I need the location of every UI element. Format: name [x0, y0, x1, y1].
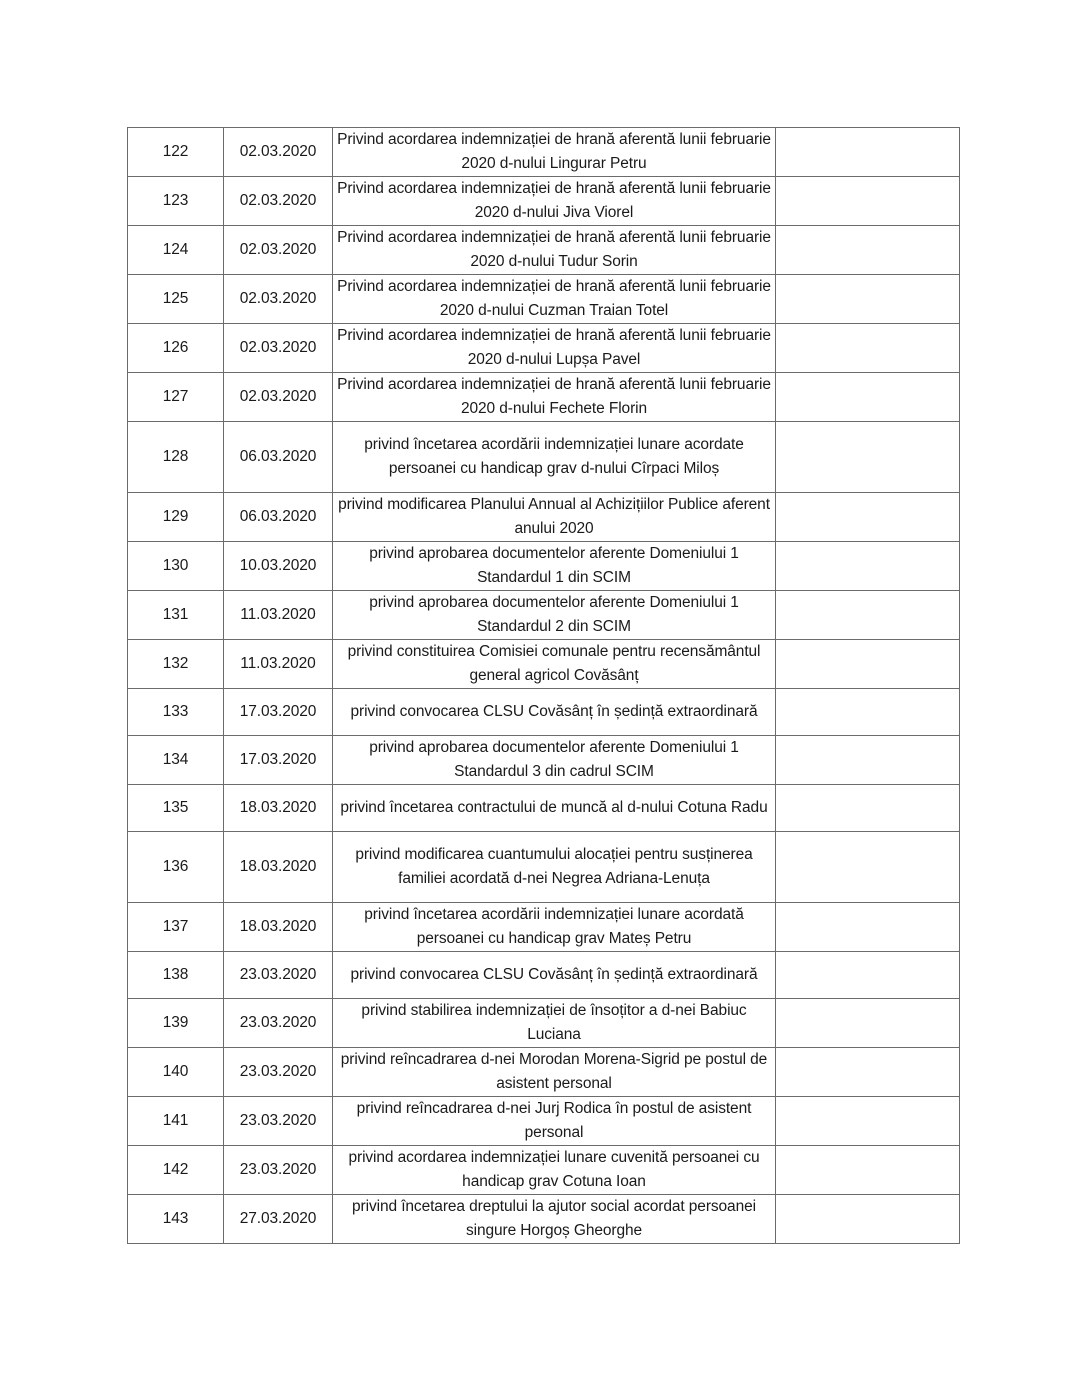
decision-observations — [776, 275, 960, 324]
table-row — [128, 542, 960, 591]
decision-observations — [776, 1195, 960, 1244]
decision-date: 18.03.2020 — [224, 903, 333, 952]
decision-number: 126 — [128, 324, 224, 373]
decision-date: 02.03.2020 — [224, 324, 333, 373]
decision-number: 132 — [128, 640, 224, 689]
table-row — [128, 1097, 960, 1146]
decision-observations — [776, 640, 960, 689]
decision-observations — [776, 952, 960, 999]
decision-observations — [776, 785, 960, 832]
decision-number: 136 — [128, 832, 224, 903]
table-row — [128, 1146, 960, 1195]
decision-number: 133 — [128, 689, 224, 736]
decision-observations — [776, 689, 960, 736]
decision-date: 02.03.2020 — [224, 275, 333, 324]
decision-number: 143 — [128, 1195, 224, 1244]
decision-observations — [776, 1146, 960, 1195]
decision-description: privind încetarea acordării indemnizației lunare acordată persoanei cu handicap grav Mateș Petru — [333, 903, 776, 952]
table-row — [128, 952, 960, 999]
decision-description: privind aprobarea documentelor aferente Domeniului 1 Standardul 1 din SCIM — [333, 542, 776, 591]
decision-number: 122 — [128, 128, 224, 177]
decision-date: 02.03.2020 — [224, 128, 333, 177]
decision-description: privind convocarea CLSU Covăsânț în ședință extraordinară — [333, 952, 776, 999]
table-body — [128, 128, 960, 1244]
decision-date: 02.03.2020 — [224, 226, 333, 275]
decision-number: 123 — [128, 177, 224, 226]
decision-observations — [776, 999, 960, 1048]
table-row — [128, 177, 960, 226]
decision-number: 131 — [128, 591, 224, 640]
table-row — [128, 1195, 960, 1244]
decision-number: 127 — [128, 373, 224, 422]
decision-date: 02.03.2020 — [224, 373, 333, 422]
decision-observations — [776, 128, 960, 177]
decision-number: 125 — [128, 275, 224, 324]
decision-description: privind acordarea indemnizației lunare cuvenită persoanei cu handicap grav Cotuna Ioan — [333, 1146, 776, 1195]
decision-observations — [776, 226, 960, 275]
decision-description: Privind acordarea indemnizației de hrană aferentă lunii februarie 2020 d-nului Tudur Sorin — [333, 226, 776, 275]
decision-description: privind reîncadrarea d-nei Jurj Rodica în postul de asistent personal — [333, 1097, 776, 1146]
decision-number: 139 — [128, 999, 224, 1048]
decision-observations — [776, 591, 960, 640]
decision-number: 138 — [128, 952, 224, 999]
decision-observations — [776, 1048, 960, 1097]
decision-number: 140 — [128, 1048, 224, 1097]
decision-date: 06.03.2020 — [224, 493, 333, 542]
decision-number: 128 — [128, 422, 224, 493]
decision-description: privind modificarea cuantumului alocației pentru susținerea familiei acordată d-nei Negrea Adriana-Lenuța — [333, 832, 776, 903]
table-row — [128, 832, 960, 903]
decision-number: 124 — [128, 226, 224, 275]
table-row — [128, 591, 960, 640]
decision-observations — [776, 493, 960, 542]
decision-date: 18.03.2020 — [224, 832, 333, 903]
decision-description: privind aprobarea documentelor aferente Domeniului 1 Standardul 3 din cadrul SCIM — [333, 736, 776, 785]
table-row — [128, 640, 960, 689]
decision-description: privind încetarea contractului de muncă al d-nului Cotuna Radu — [333, 785, 776, 832]
decision-description: privind reîncadrarea d-nei Morodan Morena-Sigrid pe postul de asistent personal — [333, 1048, 776, 1097]
decision-number: 137 — [128, 903, 224, 952]
decision-number: 130 — [128, 542, 224, 591]
table-row — [128, 324, 960, 373]
decision-description: Privind acordarea indemnizației de hrană aferentă lunii februarie 2020 d-nului Jiva Viorel — [333, 177, 776, 226]
decision-number: 134 — [128, 736, 224, 785]
decision-number: 142 — [128, 1146, 224, 1195]
table-row — [128, 275, 960, 324]
decision-observations — [776, 903, 960, 952]
table-row — [128, 903, 960, 952]
decision-description: Privind acordarea indemnizației de hrană aferentă lunii februarie 2020 d-nului Lupșa Pavel — [333, 324, 776, 373]
decision-date: 17.03.2020 — [224, 689, 333, 736]
table-row — [128, 226, 960, 275]
decision-date: 11.03.2020 — [224, 640, 333, 689]
decision-date: 17.03.2020 — [224, 736, 333, 785]
decision-description: Privind acordarea indemnizației de hrană aferentă lunii februarie 2020 d-nului Cuzman Traian Totel — [333, 275, 776, 324]
decision-date: 11.03.2020 — [224, 591, 333, 640]
decision-date: 23.03.2020 — [224, 952, 333, 999]
decision-description: privind constituirea Comisiei comunale pentru recensământul general agricol Covăsânț — [333, 640, 776, 689]
table-row — [128, 373, 960, 422]
table-row — [128, 128, 960, 177]
decision-date: 23.03.2020 — [224, 1048, 333, 1097]
decision-date: 23.03.2020 — [224, 1097, 333, 1146]
table-row — [128, 736, 960, 785]
decision-description: privind aprobarea documentelor aferente Domeniului 1 Standardul 2 din SCIM — [333, 591, 776, 640]
decisions-register-table — [127, 127, 960, 1244]
table-row — [128, 493, 960, 542]
decision-observations — [776, 832, 960, 903]
decision-observations — [776, 542, 960, 591]
table-row — [128, 422, 960, 493]
decision-description: privind convocarea CLSU Covăsânț în ședință extraordinară — [333, 689, 776, 736]
table-row — [128, 999, 960, 1048]
decision-date: 18.03.2020 — [224, 785, 333, 832]
decision-date: 27.03.2020 — [224, 1195, 333, 1244]
decision-observations — [776, 373, 960, 422]
table-row — [128, 689, 960, 736]
decision-date: 06.03.2020 — [224, 422, 333, 493]
decision-description: privind modificarea Planului Annual al Achizițiilor Publice aferent anului 2020 — [333, 493, 776, 542]
table-row — [128, 1048, 960, 1097]
decision-date: 10.03.2020 — [224, 542, 333, 591]
decision-number: 135 — [128, 785, 224, 832]
decision-description: privind încetarea acordării indemnizației lunare acordate persoanei cu handicap grav d-nului Cîrpaci Miloș — [333, 422, 776, 493]
decision-description: Privind acordarea indemnizației de hrană aferentă lunii februarie 2020 d-nului Fechete Florin — [333, 373, 776, 422]
decision-description: Privind acordarea indemnizației de hrană aferentă lunii februarie 2020 d-nului Lingurar Petru — [333, 128, 776, 177]
decision-date: 23.03.2020 — [224, 1146, 333, 1195]
decision-description: privind stabilirea indemnizației de însoțitor a d-nei Babiuc Luciana — [333, 999, 776, 1048]
decision-observations — [776, 736, 960, 785]
decision-date: 23.03.2020 — [224, 999, 333, 1048]
decision-observations — [776, 324, 960, 373]
decision-number: 129 — [128, 493, 224, 542]
decision-number: 141 — [128, 1097, 224, 1146]
decision-observations — [776, 1097, 960, 1146]
decision-description: privind încetarea dreptului la ajutor social acordat persoanei singure Horgoș Gheorghe — [333, 1195, 776, 1244]
decision-observations — [776, 177, 960, 226]
decision-observations — [776, 422, 960, 493]
decision-date: 02.03.2020 — [224, 177, 333, 226]
table-row — [128, 785, 960, 832]
